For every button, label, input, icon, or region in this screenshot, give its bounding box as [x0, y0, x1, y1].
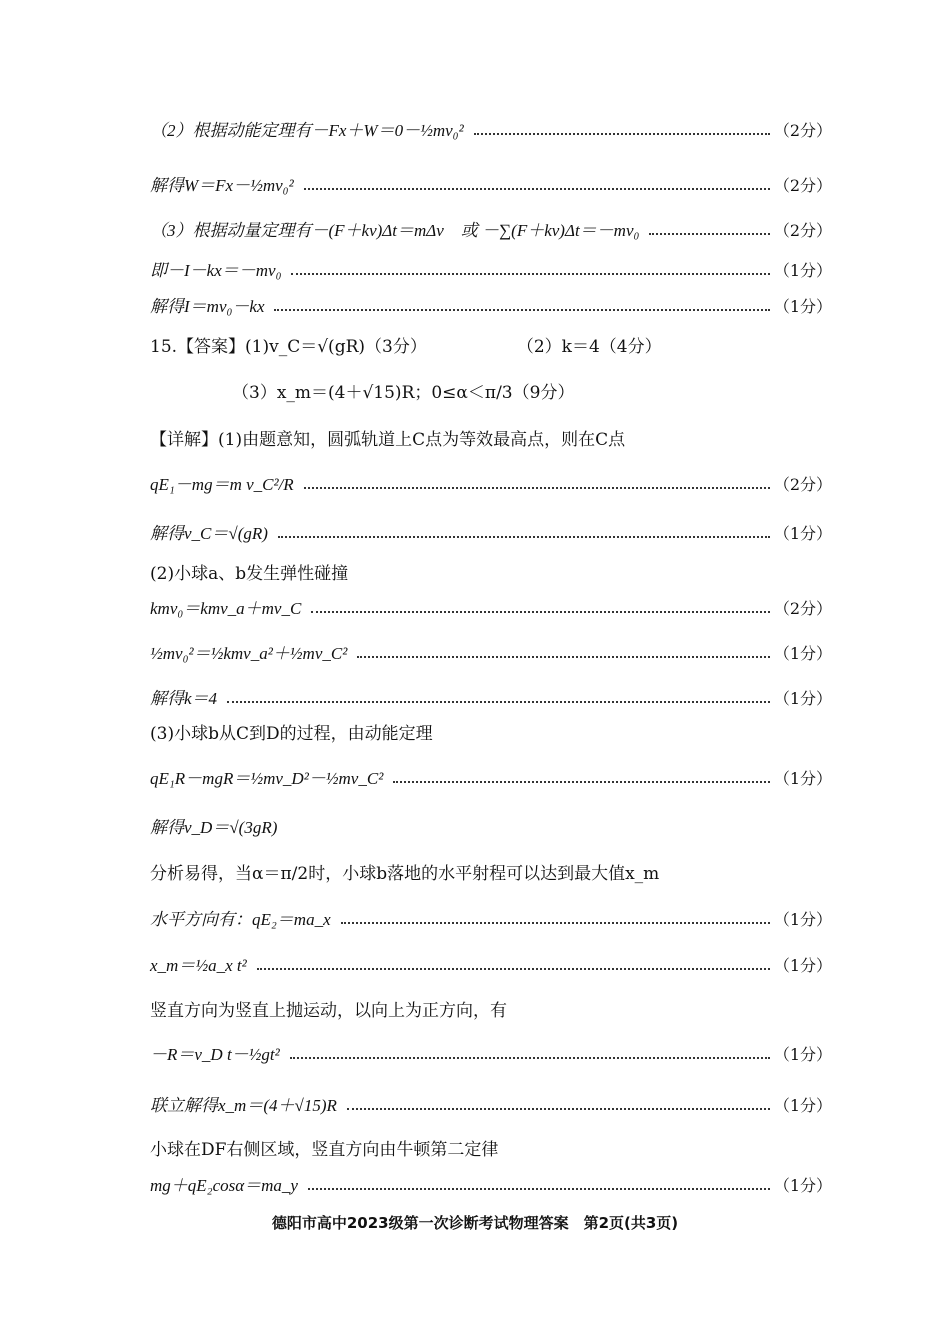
points: （2分）: [773, 474, 832, 494]
line-text: x_m＝½a_x t²: [150, 956, 247, 975]
line-21: [150, 1003, 832, 1020]
dot-leader: [311, 611, 770, 613]
line-5: [150, 298, 832, 315]
line-9: [150, 476, 832, 493]
line-answer-15-3: [232, 385, 832, 402]
dot-leader: [649, 233, 769, 235]
line-text: 联立解得x_m＝(4＋√15)R: [150, 1096, 337, 1115]
line-2: [150, 177, 832, 194]
line-23: [150, 1097, 832, 1114]
points: （1分）: [773, 1044, 832, 1064]
dot-leader: [304, 487, 770, 489]
line-text: 解得I＝mv₀－kx: [150, 297, 265, 316]
line-19: [150, 911, 832, 928]
line-text: 解得v_D＝√(3gR): [150, 818, 278, 837]
points: （1分）: [773, 643, 832, 663]
dot-leader: [393, 781, 770, 783]
points: （1分）: [773, 296, 832, 316]
points: （1分）: [773, 768, 832, 788]
line-3: [150, 222, 832, 239]
dot-leader: [341, 922, 770, 924]
points: （1分）: [773, 523, 832, 543]
answer-part-3: （3）x_m＝(4＋√15)R；0≤α＜π/3（9分）: [232, 383, 575, 403]
line-10: [150, 525, 832, 542]
dot-leader: [227, 701, 770, 703]
points: （2分）: [773, 120, 832, 140]
line-text: 水平方向有：qE₂＝ma_x: [150, 910, 331, 929]
dot-leader: [308, 1188, 770, 1190]
dot-leader: [347, 1108, 770, 1110]
line-18: [150, 866, 832, 883]
points: （2分）: [773, 598, 832, 618]
line-17: [150, 819, 832, 836]
line-20: [150, 957, 832, 974]
dot-leader: [278, 536, 770, 538]
points: （1分）: [773, 955, 832, 975]
points: （1分）: [773, 688, 832, 708]
line-answer-15: [150, 339, 832, 356]
line-text: (3)小球b从C到D的过程，由动能定理: [150, 724, 433, 744]
points: （1分）: [773, 1095, 832, 1115]
line-text: 【详解】(1)由题意知，圆弧轨道上C点为等效最高点，则在C点: [150, 430, 626, 450]
line-text: 小球在DF右侧区域，竖直方向由牛顿第二定律: [150, 1140, 499, 1160]
line-15: [150, 726, 832, 743]
line-text: kmv₀＝kmv_a＋mv_C: [150, 599, 302, 618]
points: （1分）: [773, 260, 832, 280]
answer-part-2: （2）k＝4（4分）: [516, 337, 662, 357]
points: （2分）: [773, 175, 832, 195]
line-text: mg＋qE₂cosα＝ma_y: [150, 1176, 298, 1195]
dot-leader: [291, 273, 769, 275]
line-text: 即－I－kx＝－mv₀: [150, 261, 282, 280]
line-14: [150, 690, 832, 707]
line-11: [150, 566, 832, 583]
line-12: [150, 600, 832, 617]
line-text: －R＝v_D t－½gt²: [150, 1045, 280, 1064]
line-13: [150, 645, 832, 662]
dot-leader: [474, 133, 770, 135]
page-footer: 德阳市高中2023级第一次诊断考试物理答案 第2页(共3页): [271, 1214, 679, 1232]
line-text: qE₁－mg＝m v_C²/R: [150, 475, 294, 494]
line-25: [150, 1177, 832, 1194]
line-detail-heading: [150, 432, 832, 449]
line-text: 竖直方向为竖直上抛运动，以向上为正方向，有: [150, 1001, 507, 1021]
line-text: 解得k＝4: [150, 689, 218, 708]
dot-leader: [304, 188, 770, 190]
points: （1分）: [773, 909, 832, 929]
dot-leader: [257, 968, 770, 970]
dot-leader: [274, 309, 769, 311]
answer-part-1: 15.【答案】(1)v_C＝√(gR)（3分）: [150, 337, 427, 357]
line-text: (2)小球a、b发生弹性碰撞: [150, 564, 349, 584]
line-22: [150, 1046, 832, 1063]
line-text: 解得v_C＝√(gR): [150, 524, 268, 543]
points: （2分）: [773, 220, 832, 240]
line-text: qE₁R－mgR＝½mv_D²－½mv_C²: [150, 769, 384, 788]
line-4: [150, 262, 832, 279]
line-text: 解得W＝Fx－½mv₀²: [150, 176, 294, 195]
line-text: ½mv₀²＝½kmv_a²＋½mv_C²: [150, 644, 348, 663]
line-text: 分析易得，当α＝π/2时，小球b落地的水平射程可以达到最大值x_m: [150, 864, 660, 884]
line-text: （3）根据动量定理有－(F＋kv)Δt＝mΔv 或 －∑(F＋kv)Δt＝－mv₀: [150, 221, 640, 240]
dot-leader: [290, 1057, 770, 1059]
line-1: [150, 122, 832, 139]
line-text: （2）根据动能定理有－Fx＋W＝0－½mv₀²: [150, 121, 464, 140]
points: （1分）: [773, 1175, 832, 1195]
dot-leader: [357, 656, 770, 658]
line-24: [150, 1142, 832, 1159]
line-16: [150, 770, 832, 787]
